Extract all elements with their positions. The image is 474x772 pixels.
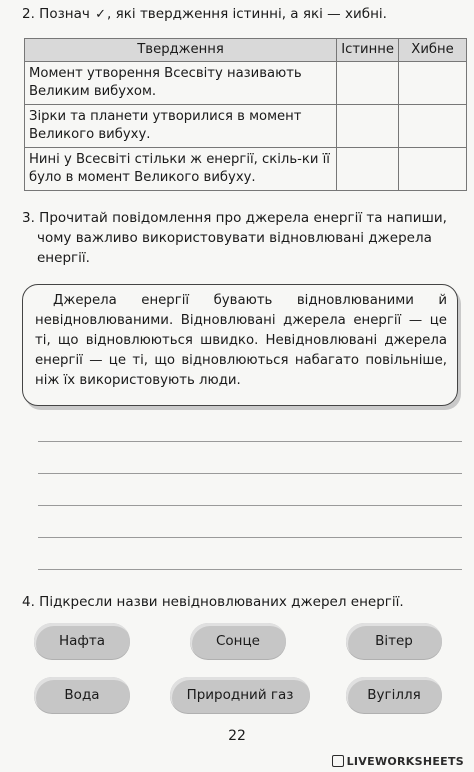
true-checkbox-cell[interactable]: [337, 62, 399, 105]
energy-message-box: Джерела енергії бувають відновлюваними й невідновлюваними. Відновлювані джерела енергії — це ті, що відновлюються швидко. Невідновлювані джерела енергії — це ті, що відновлюються набагато повільніше, ніж їх використовують люди.: [22, 284, 458, 406]
table-row: [25, 62, 467, 105]
answer-writing-line[interactable]: [38, 537, 462, 538]
liveworksheets-logo-icon: [332, 755, 344, 767]
table-row: [25, 105, 467, 148]
task-4-title: 4. Підкресли назви невідновлюваних джерел енергії.: [22, 594, 404, 610]
statements-table: [24, 38, 467, 191]
table-header-row: [25, 39, 467, 62]
answer-writing-line[interactable]: [38, 569, 462, 570]
check-mark-icon: ✓: [95, 7, 107, 22]
statement-text: Нині у Всесвіті стільки ж енергії, скіль-ки її було в момент Великого вибуху.: [25, 148, 337, 191]
task-3-line-2: чому важливо використовувати відновлювані джерела енергії.: [37, 230, 432, 266]
answer-writing-line[interactable]: [38, 473, 462, 474]
answer-writing-line[interactable]: [38, 441, 462, 442]
false-checkbox-cell[interactable]: [399, 148, 467, 191]
brand-text: LIVEWORKSHEETS: [346, 755, 464, 768]
statement-text: Момент утворення Всесвіту називають Великим вибухом.: [25, 62, 337, 105]
task-3-line-1: 3. Прочитай повідомлення про джерела енергії та напиши,: [22, 210, 447, 226]
task-2-prefix: 2. Познач: [22, 6, 90, 22]
false-checkbox-cell[interactable]: [399, 105, 467, 148]
task-2-suffix: , які твердження істинні, а які — хибні.: [107, 6, 387, 22]
option-sun[interactable]: Сонце: [190, 623, 286, 659]
option-oil[interactable]: Нафта: [34, 623, 130, 659]
brand-watermark: [332, 755, 464, 768]
task-3-title: [22, 208, 462, 268]
option-natural-gas[interactable]: Природний газ: [170, 677, 310, 713]
answer-writing-line[interactable]: [38, 505, 462, 506]
statement-text: Зірки та планети утворилися в момент Великого вибуху.: [25, 105, 337, 148]
table-row: [25, 148, 467, 191]
column-header-statement: Твердження: [25, 39, 337, 62]
true-checkbox-cell[interactable]: [337, 148, 399, 191]
true-checkbox-cell[interactable]: [337, 105, 399, 148]
column-header-false: Хибне: [399, 39, 467, 62]
column-header-true: Істинне: [337, 39, 399, 62]
option-coal[interactable]: Вугілля: [346, 677, 442, 713]
page-number: 22: [228, 728, 246, 744]
task-2-title: [22, 4, 387, 25]
option-water[interactable]: Вода: [34, 677, 130, 713]
false-checkbox-cell[interactable]: [399, 62, 467, 105]
option-wind[interactable]: Вітер: [346, 623, 442, 659]
